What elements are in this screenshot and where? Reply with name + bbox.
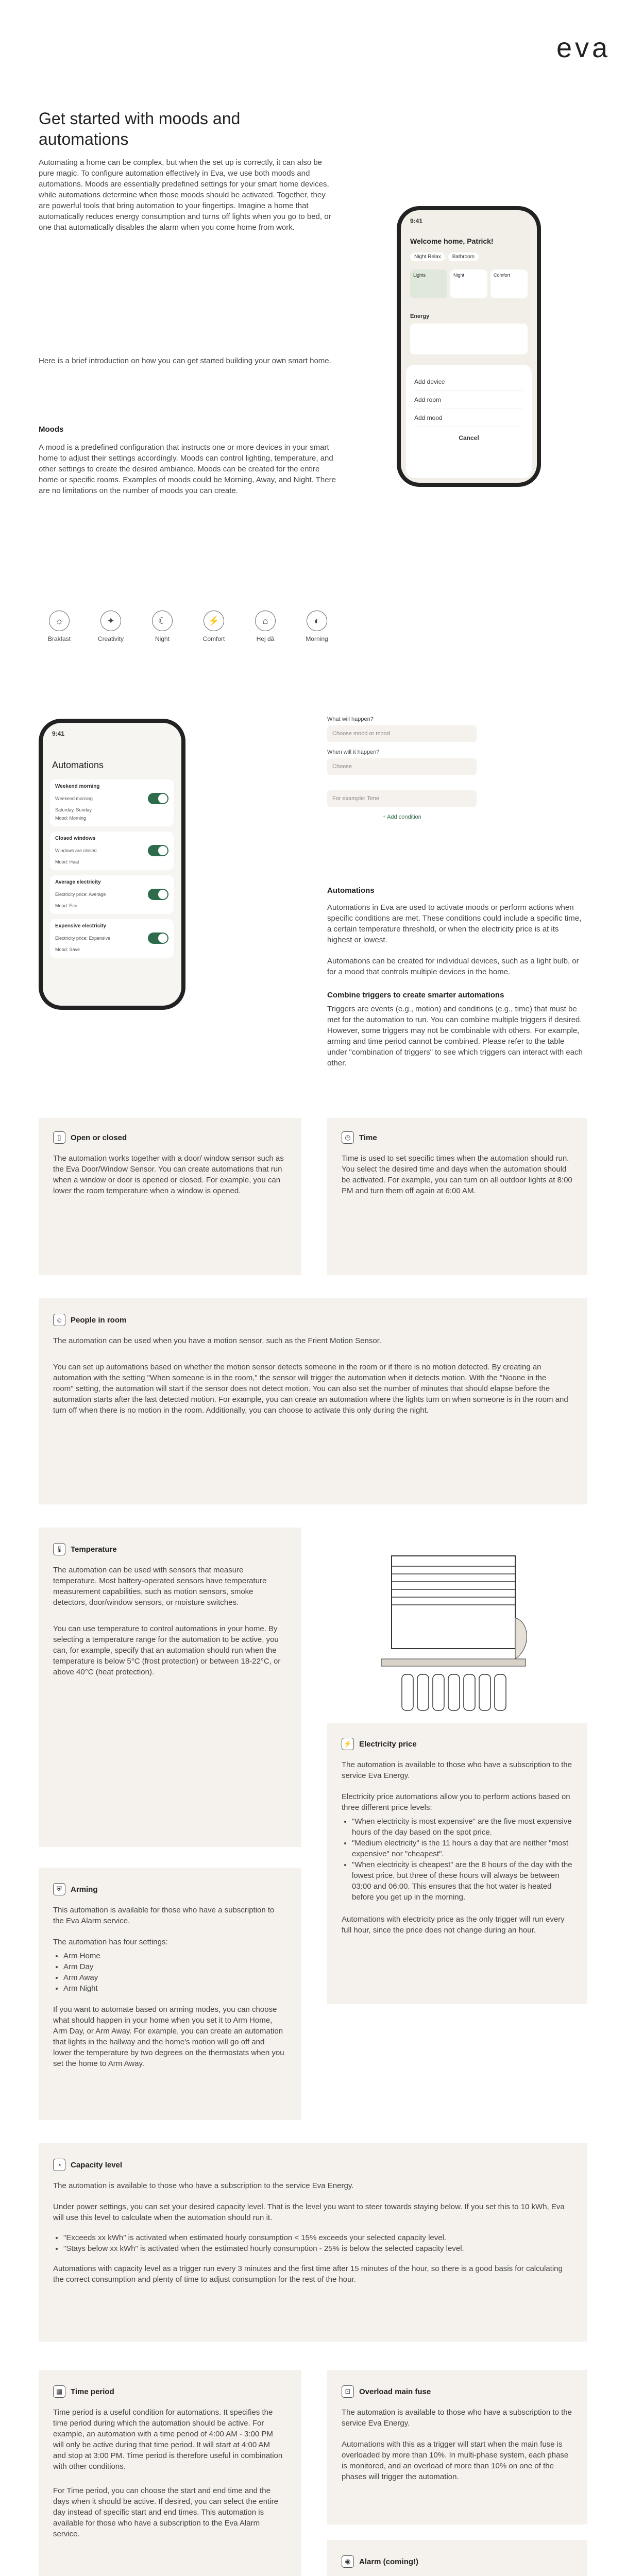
automation-row [55, 931, 168, 945]
mood-label: Morning [306, 635, 328, 642]
card-capacity-level [39, 2143, 587, 2342]
temperature-title: Temperature [71, 1545, 117, 1554]
automation-toggle[interactable] [148, 933, 168, 944]
moods-title: Moods [39, 425, 64, 434]
capacity-item: • "Exceeds xx kWh" is activated when estimated hourly consumption < 15% exceeds your selected capacity level. [63, 2232, 568, 2243]
overload-text-1: The automation is available to those who have a subscription to the service Eva Energy. [342, 2408, 572, 2428]
mood-icon: ☼ [49, 611, 70, 631]
mood-item [90, 611, 131, 642]
automations-text-1: Automations in Eva are used to activate moods or perform actions when specific conditions are met. These conditions could include a specific time, a certain temperature threshold, or when the electricity price is at its highest or lowest. [327, 903, 582, 944]
combine-text: Triggers are events (e.g., motion) and conditions (e.g., time) that must be met for the automation to run. You can combine multiple triggers if desired. However, some triggers may not be combinable with others. For example, arming and time period cannot be combined. Please refer to the table under "combination of triggers" to see which triggers can interact with each other. [327, 1005, 583, 1067]
arming-mode: • Arm Home [63, 1951, 285, 1961]
add-sheet [406, 365, 532, 478]
group-name: Average electricity [55, 879, 101, 885]
cancel-button[interactable]: Cancel [459, 434, 479, 442]
automation-group [50, 875, 174, 914]
when-select[interactable]: Choose [327, 758, 477, 775]
open-closed-title: Open or closed [71, 1133, 127, 1142]
when-label: When will it happen? [327, 749, 380, 755]
mood-icons-row [39, 611, 337, 642]
page-title: Get started with moods and automations [39, 109, 241, 148]
tab-night-relax[interactable]: Night Relax [410, 252, 445, 261]
mood-label: Creativity [97, 635, 124, 642]
arming-title: Arming [71, 1885, 98, 1894]
electricity-text-1: The automation is available to those who have a subscription to the service Eva Energy. [342, 1760, 572, 1780]
overload-title: Overload main fuse [359, 2387, 431, 2396]
automation-group [50, 779, 174, 826]
moods-section [39, 425, 337, 496]
combine-title: Combine triggers to create smarter automations [327, 991, 504, 999]
phone-mockup-automations [39, 719, 185, 1010]
mood-icon: ⚡ [204, 611, 224, 631]
intro-text: Automating a home can be complex, but when the set up is correctly, it can also be pure magic. To configure automation effectively in Eva, we use both moods and automations. Moods are essentially predefined settings for your smart home devices, while automations determine when those moods should be activated. Together, they are powerful tools that bring automation to your fingertips. Imagine a home that automatically reduces energy consumption and turns off lights when you go to bed, or one that automatically disables the alarm when you come home from work. [39, 158, 331, 232]
add-mood-option[interactable]: Add mood [414, 409, 523, 427]
time-title: Time [359, 1133, 377, 1142]
brand-logo: eva [556, 32, 611, 63]
add-condition-link[interactable]: + Add condition [382, 814, 421, 820]
automation-toggle[interactable] [148, 845, 168, 856]
mood-icon: ☾ [152, 611, 173, 631]
time-period-text-1: Time period is a useful condition for automations. It specifies the time period during which the automation should be active. For example, an automation with a time period of 4:00 AM - 3:00 PM will only be active during that time period. It will start at 4:00 AM and stop at 3:00 PM. Time period is therefore useful in combination with other conditions. [53, 2408, 283, 2471]
automation-groups [50, 779, 174, 963]
group-name: Expensive electricity [55, 923, 106, 929]
mood-icon: ⌂ [255, 611, 276, 631]
automation-label: Mood: Save [55, 947, 80, 952]
temperature-text-1: The automation can be used with sensors that measure temperature. Most battery-operated sensors have temperature measurement capabilities, such as motion sensors, smoke detectors, door/window sensors, or moisture switches. [53, 1566, 267, 1607]
arming-text-3: If you want to automate based on arming modes, you can choose what should happen in your home when you set it to Arm Home, Arm Day, or Arm Away. For example, you can create an automation that lights in the hallway and the home's motion will go off and lower the temperature by two degrees on the thermostats when you set the home to Arm Away. [53, 2005, 284, 2068]
automation-label: Mood: Heat [55, 859, 79, 865]
electricity-title: Electricity price [359, 1739, 417, 1749]
automation-row [55, 814, 168, 822]
temperature-text-2: You can use temperature to control automations in your home. By selecting a temperature range for the automation to be active, you can, for example, specify that an automation should run when the temperature is below 5°C (frost protection) or between 18-22°C, or above 40°C (heat protection). [53, 1624, 281, 1676]
automation-row [55, 843, 168, 858]
arming-mode: • Arm Night [63, 1983, 285, 1994]
mood-label: Hej då [256, 635, 275, 642]
automation-row [55, 887, 168, 902]
status-time: 9:41 [52, 730, 65, 737]
mood-item [193, 611, 234, 642]
arming-text-1: This automation is available for those who have a subscription to the Eva Alarm service. [53, 1906, 275, 1925]
energy-label: Energy [410, 313, 430, 319]
automation-label: Electricity price: Average [55, 892, 106, 897]
device-tile-night[interactable]: Night [450, 269, 487, 298]
time-period-text-2: For Time period, you can choose the start and end time and the days when it should be active. If desired, you can select the entire day instead of specific start and end times. This automation is available for those who have a subscription to the Eva Alarm service. [53, 2486, 278, 2538]
automation-toggle[interactable] [148, 793, 168, 804]
automation-label: Windows are closed [55, 848, 97, 853]
card-temperature [39, 1528, 301, 1847]
capacity-text-1: The automation is available to those who have a subscription to the service Eva Energy. [53, 2181, 354, 2190]
electricity-item: • "Medium electricity" is the 11 hours a day that are neither "most expensive" nor "cheapest". [352, 1838, 573, 1859]
mood-item [296, 611, 337, 642]
device-tile-lights[interactable]: Lights [410, 269, 447, 298]
card-electricity-price [327, 1723, 587, 2004]
arming-text-2: The automation has four settings: [53, 1938, 168, 1946]
mood-icon: ✦ [100, 611, 121, 631]
capacity-text-2: Under power settings, you can set your desired capacity level. That is the level you want to steer towards staying below. If you set this to 10 kWh, Eva will use this level to calculate when the automation should run it. [53, 2202, 565, 2222]
automation-row [55, 791, 168, 806]
mood-label: Comfort [202, 635, 225, 642]
electricity-text-3: Automations with electricity price as the only trigger will run every full hour, since the price does not change during an hour. [342, 1915, 565, 1935]
arming-mode: • Arm Day [63, 1961, 285, 1972]
arming-mode: • Arm Away [63, 1972, 285, 1983]
greeting: Welcome home, Patrick! [410, 237, 494, 245]
automation-group [50, 832, 174, 870]
group-name: Weekend morning [55, 784, 100, 789]
overload-text-2: Automations with this as a trigger will start when the main fuse is overloaded by more than 10%. In multi-phase system, each phase is monitored, and an overload of more than 10% on one of the phases will trigger the automation. [342, 2440, 569, 2481]
automation-group [50, 919, 174, 958]
intro-text-2: Here is a brief introduction on how you can get started building your own smart home. [39, 357, 331, 365]
moods-text: A mood is a predefined configuration that instructs one or more devices in your smart home to adjust their settings accordingly. Moods can control lighting, temperature, and other settings to create the desired ambiance. Moods can be created for the entire home or specific rooms. Examples of moods could be Morning, Away, and Night. There are no limitations on the number of moods you can create. [39, 443, 336, 495]
automations-text-2: Automations can be created for individual devices, such as a light bulb, or for a mood that controls multiple devices in the home. [327, 957, 579, 976]
automations-section [327, 886, 585, 1069]
card-alarm [327, 2540, 587, 2576]
open-closed-text: The automation works together with a door/ window sensor such as the Eva Door/Window Sensor. You can create automations that run when a window or door is opened or closed. For example, you can lower the room temperature when a window is opened. [53, 1154, 284, 1195]
automation-form [327, 716, 477, 820]
automation-row [55, 806, 168, 814]
example-select[interactable]: For example: Time [327, 790, 477, 807]
person-icon: ☺ [53, 1314, 65, 1326]
automation-row [55, 945, 168, 954]
automation-row [55, 902, 168, 910]
card-arming [39, 1868, 301, 2120]
card-time [327, 1118, 587, 1275]
tab-bathroom[interactable]: Bathroom [448, 252, 479, 261]
mood-item [142, 611, 183, 642]
alarm-icon: ◉ [342, 2555, 354, 2568]
lightning-icon: ⚡ [342, 1738, 354, 1750]
capacity-item: • "Stays below xx kWh" is activated when the estimated hourly consumption - 25% is below the selected capacity level. [63, 2243, 568, 2254]
automation-label: Mood: Eco [55, 903, 78, 908]
energy-card [410, 324, 528, 354]
mood-item [245, 611, 286, 642]
window-radiator-illustration [361, 1546, 546, 1716]
electricity-item: • "When electricity is cheapest" are the 8 hours of the day with the lowest price, but three of these hours will always be between 03:00 and 06:00. This ensures that the hot water is heated before you get up in the morning. [352, 1859, 573, 1903]
mood-label: Night [155, 635, 170, 642]
alarm-title: Alarm (coming!) [359, 2557, 419, 2566]
what-select[interactable]: Choose mood or mood [327, 725, 477, 742]
shield-icon: ⛨ [53, 1883, 65, 1895]
status-time: 9:41 [410, 217, 423, 225]
electricity-item: • "When electricity is most expensive" are the five most expensive hours of the day based on the spot price. [352, 1816, 573, 1838]
card-people-in-room [39, 1298, 587, 1504]
capacity-title: Capacity level [71, 2160, 123, 2170]
automation-toggle[interactable] [148, 889, 168, 900]
card-time-period [39, 2370, 301, 2576]
add-device-option[interactable]: Add device [414, 373, 523, 391]
automation-row [55, 858, 168, 866]
automation-label: Weekend morning [55, 796, 93, 801]
automation-label: Saturday, Sunday [55, 807, 92, 812]
automation-label: Electricity price: Expensive [55, 936, 111, 941]
automations-screen-title: Automations [52, 760, 104, 770]
calendar-icon: ▦ [53, 2385, 65, 2398]
add-room-option[interactable]: Add room [414, 391, 523, 409]
time-text: Time is used to set specific times when the automation should run. You select the desired time and days when the automation should be activated. For example, you can turn on all outdoor lights at 8:00 PM and turn them off again at 6:00 AM. [342, 1154, 572, 1195]
card-overload-main-fuse [327, 2370, 587, 2524]
fuse-icon: ⊡ [342, 2385, 354, 2398]
clock-icon: ◷ [342, 1131, 354, 1144]
phone-mockup-home [397, 206, 541, 487]
what-label: What will happen? [327, 716, 374, 722]
mood-icon: ◐ [307, 611, 327, 631]
time-period-title: Time period [71, 2387, 114, 2396]
card-open-closed [39, 1118, 301, 1275]
gauge-icon: ◔ [53, 2159, 65, 2171]
mood-label: Brakfast [47, 635, 71, 642]
automations-title: Automations [327, 886, 375, 895]
people-text-2: You can set up automations based on whether the motion sensor detects someone in the room or if there is no motion detected. By creating an automation with the setting "When someone is in the room," the sensor will trigger the automation when it detects motion. With the "Noone in the room" setting, the automation will start if the sensor does not detect motion. You can also set the number of minutes that should elapse before the automation starts after the last detected motion. For example, you can create an automation where the lights turn on when someone is in the room and turn off when there is no motion in the room. Additionally, you can choose to activate this only during the night. [53, 1363, 568, 1415]
thermometer-icon: 🌡 [53, 1543, 65, 1555]
capacity-text-3: Automations with capacity level as a trigger run every 3 minutes and the first time after 15 minutes of the hour, so there is a good basis for calculating the correct consumption and plenty of time to adjust consumption for the rest of the hour. [53, 2264, 563, 2284]
group-name: Closed windows [55, 836, 96, 841]
device-tile-comfort[interactable]: Comfort [490, 269, 528, 298]
mood-item [39, 611, 80, 642]
people-text-1: The automation can be used when you have a motion sensor, such as the Frient Motion Sensor. [53, 1336, 382, 1345]
people-title: People in room [71, 1315, 127, 1325]
electricity-text-2: Electricity price automations allow you to perform actions based on three different price levels: [342, 1792, 570, 1812]
automation-label: Mood: Morning [55, 816, 87, 821]
door-icon: ▯ [53, 1131, 65, 1144]
